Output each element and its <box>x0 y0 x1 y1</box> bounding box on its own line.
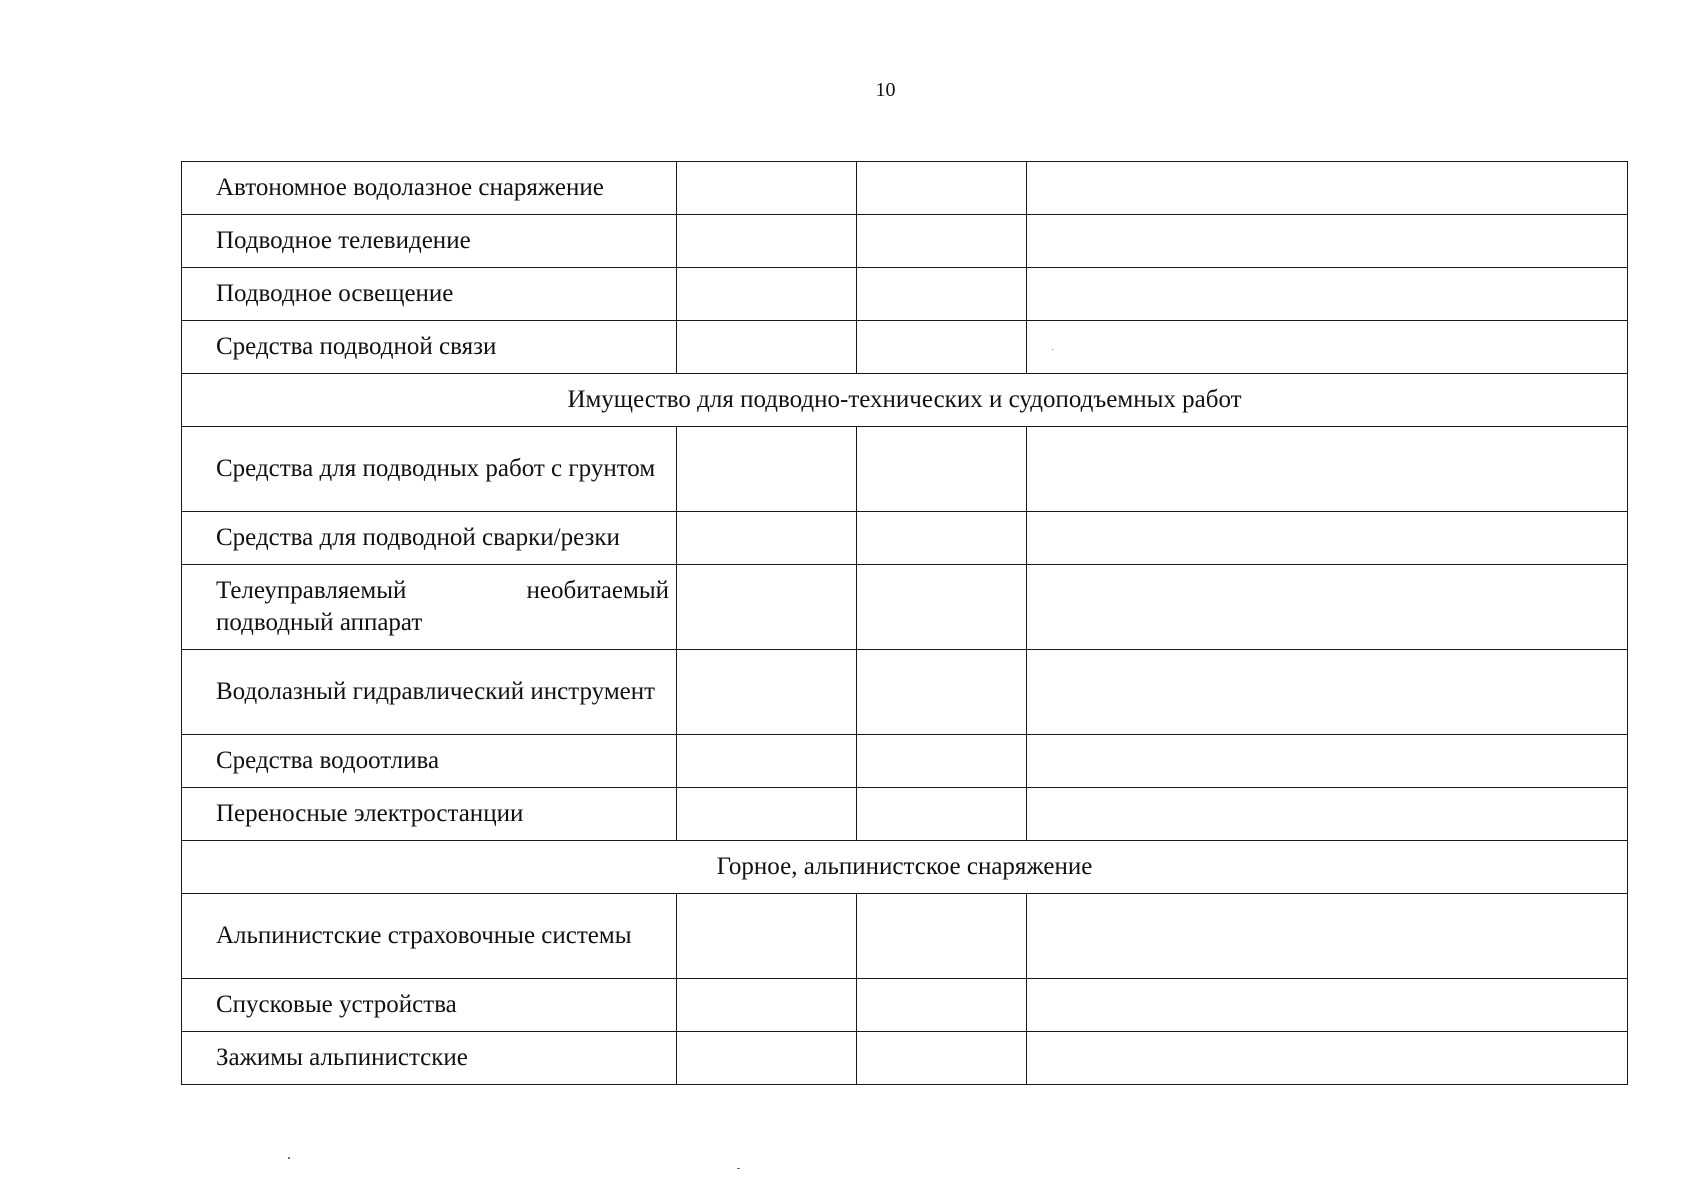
equipment-name: Средства для подводных работ с грунтом <box>182 427 677 512</box>
table-cell <box>857 788 1027 841</box>
scan-speck <box>288 1157 290 1159</box>
table-cell <box>857 215 1027 268</box>
table-cell <box>1027 788 1628 841</box>
table-cell <box>857 650 1027 735</box>
table-cell <box>677 321 857 374</box>
table-cell <box>857 894 1027 979</box>
table-cell <box>1027 321 1628 374</box>
table-cell <box>677 565 857 650</box>
equipment-name: Зажимы альпинистские <box>182 1032 677 1085</box>
table-cell <box>1027 427 1628 512</box>
table-cell <box>1027 215 1628 268</box>
table-row <box>182 788 1628 841</box>
table-cell <box>1027 162 1628 215</box>
table-cell <box>677 512 857 565</box>
table-cell <box>857 735 1027 788</box>
table-cell <box>677 1032 857 1085</box>
equipment-name: Спусковые устройства <box>182 979 677 1032</box>
table-row <box>182 735 1628 788</box>
table-row <box>182 268 1628 321</box>
table-row <box>182 512 1628 565</box>
table-cell <box>677 735 857 788</box>
table-cell <box>1027 565 1628 650</box>
table-cell <box>1027 1032 1628 1085</box>
equipment-name: Альпинистские страховочные системы <box>182 894 677 979</box>
table-row <box>182 979 1628 1032</box>
table-row <box>182 565 1628 650</box>
table-cell <box>677 162 857 215</box>
table-row <box>182 162 1628 215</box>
section-title: Имущество для подводно-технических и судоподъемных работ <box>182 374 1628 427</box>
section-row <box>182 374 1628 427</box>
table-cell <box>1027 735 1628 788</box>
equipment-name: Подводное телевидение <box>182 215 677 268</box>
scan-speck <box>737 1168 740 1169</box>
table-row <box>182 215 1628 268</box>
table-cell <box>857 565 1027 650</box>
equipment-name: Автономное водолазное снаряжение <box>182 162 677 215</box>
table-cell <box>1027 979 1628 1032</box>
table-cell <box>677 268 857 321</box>
table-cell <box>1027 268 1628 321</box>
table-row <box>182 321 1628 374</box>
equipment-name: Подводное освещение <box>182 268 677 321</box>
table-cell <box>1027 894 1628 979</box>
table-cell <box>677 979 857 1032</box>
equipment-name: Средства подводной связи <box>182 321 677 374</box>
table-cell <box>677 788 857 841</box>
equipment-name: Водолазный гидравлический инструмент <box>182 650 677 735</box>
table-cell <box>1027 650 1628 735</box>
equipment-name: Средства для подводной сварки/резки <box>182 512 677 565</box>
page-number: 10 <box>875 79 896 101</box>
table-cell <box>1027 512 1628 565</box>
section-row <box>182 841 1628 894</box>
table-cell <box>677 894 857 979</box>
table-cell <box>677 215 857 268</box>
table-cell <box>857 321 1027 374</box>
equipment-name: Телеуправляемый необитаемый подводный аппарат <box>182 565 677 650</box>
table-row <box>182 650 1628 735</box>
table-row <box>182 1032 1628 1085</box>
table-row <box>182 894 1628 979</box>
table-cell <box>677 650 857 735</box>
table-cell <box>857 979 1027 1032</box>
table-cell <box>857 1032 1027 1085</box>
equipment-name: Средства водоотлива <box>182 735 677 788</box>
table-cell <box>857 427 1027 512</box>
section-title: Горное, альпинистское снаряжение <box>182 841 1628 894</box>
table-cell <box>857 512 1027 565</box>
equipment-name: Переносные электростанции <box>182 788 677 841</box>
equipment-table <box>181 161 1628 1085</box>
table-row <box>182 427 1628 512</box>
table-cell <box>857 268 1027 321</box>
table-cell <box>677 427 857 512</box>
scan-speck <box>1052 349 1053 350</box>
table-cell <box>857 162 1027 215</box>
